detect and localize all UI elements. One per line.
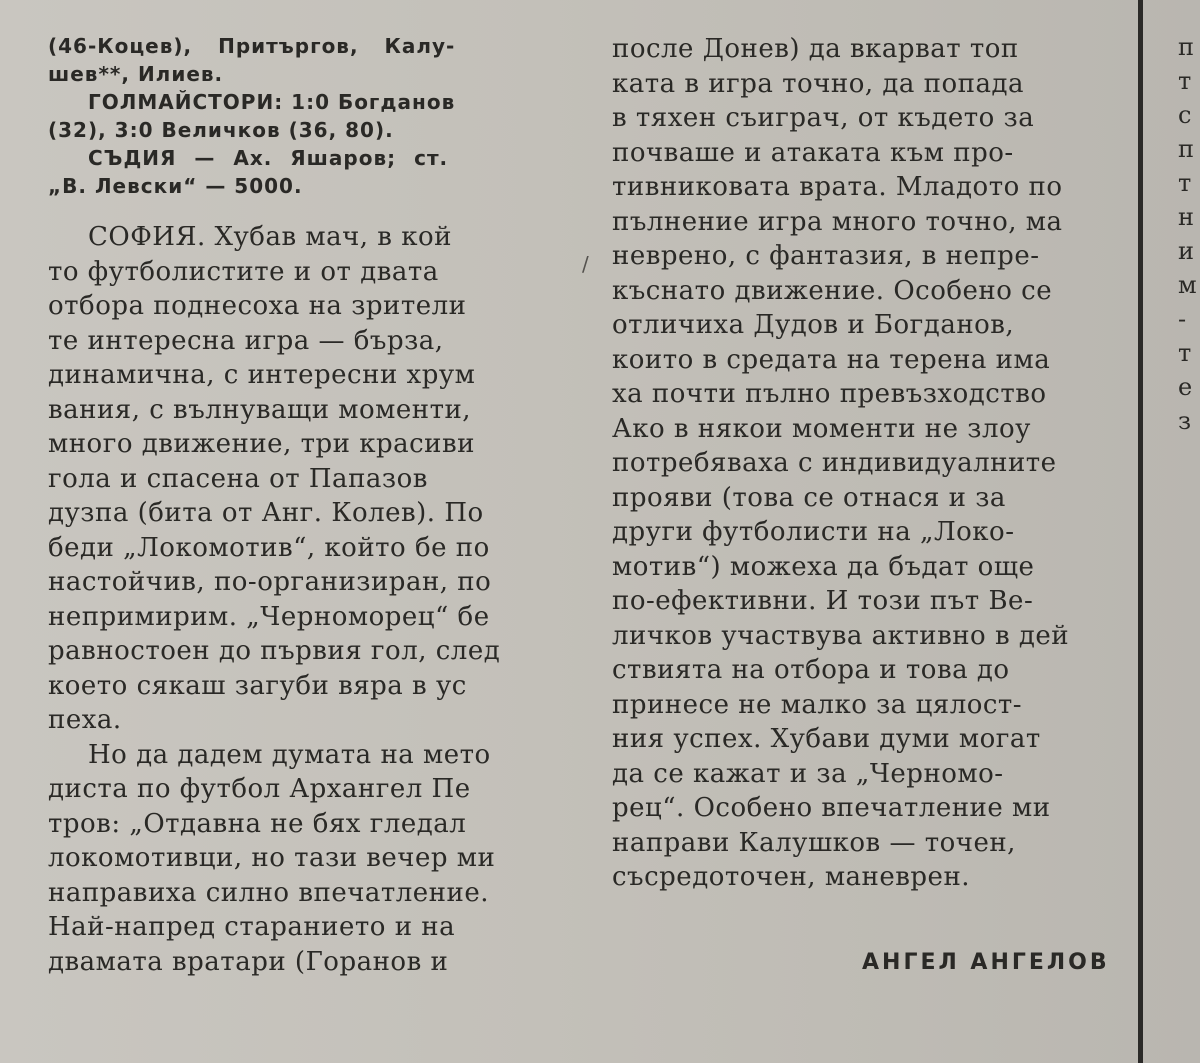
text-line: ния успех. Хубави думи могат (612, 724, 1041, 754)
text-line: прояви (това се отнася и за (612, 482, 1006, 513)
text-line: което сякаш загуби вяра в ус (48, 670, 467, 701)
text-line: да се кажат и за „Черномо- (612, 758, 1004, 789)
edge-fragment: с (1178, 101, 1192, 129)
text-line: отличиха Дудов и Богданов, (612, 310, 1015, 340)
edge-fragment: и (1178, 237, 1195, 265)
text-line: по-ефективни. И този път Ве- (612, 586, 1034, 616)
ink-mark: / (582, 252, 589, 276)
text-line: ствията на отбора и това до (612, 655, 1010, 685)
text-line: съсредоточен, маневрен. (612, 862, 971, 892)
stadium-line: „В. Левски“ — 5000. (48, 174, 303, 198)
text-line: пеха. (48, 705, 122, 735)
text-line: направи Калушков — точен, (612, 827, 1016, 858)
text-line: Но да дадем думата на мето (88, 739, 491, 770)
text-line: тров: „Отдавна не бях гледал (48, 808, 467, 839)
text-line: ката в игра точно, да попада (612, 68, 1024, 99)
text-line: личков участвува активно в дей (612, 620, 1070, 651)
scorers-line: ГОЛМАЙСТОРИ: 1:0 Богданов (88, 90, 456, 114)
info-line: шев**, Илиев. (48, 62, 224, 86)
edge-fragment: е (1178, 373, 1193, 401)
edge-fragment: п (1178, 33, 1195, 61)
text-line: други футболисти на „Локо- (612, 517, 1015, 547)
text-line: в тяхен съиграч, от където за (612, 103, 1035, 133)
text-line: беди „Локомотив“, който бе по (48, 532, 490, 563)
text-line: ха почти пълно превъзходство (612, 379, 1047, 409)
info-line: (32), 3:0 Величков (36, 80). (48, 118, 394, 142)
text-line: локомотивци, но тази вечер ми (48, 843, 496, 873)
info-line: (46-Коцев), Притъргов, Калу- (48, 34, 456, 58)
text-line: непримирим. „Черноморец“ бе (48, 601, 490, 632)
edge-fragment: м (1178, 271, 1198, 299)
text-line: потребяваха с индивидуалните (612, 448, 1057, 478)
text-line: равностоен до първия гол, след (48, 636, 501, 666)
edge-fragment: з (1178, 407, 1192, 435)
middle-column (612, 32, 1147, 895)
edge-fragment: н (1178, 203, 1195, 231)
edge-fragment: п (1178, 135, 1195, 163)
match-info-block (48, 32, 568, 200)
text-line: динамична, с интересни хрум (48, 360, 476, 390)
edge-fragment: т (1178, 67, 1192, 95)
article-text-left (48, 220, 568, 979)
text-line: двамата вратари (Горанов и (48, 946, 449, 977)
spacer (48, 200, 568, 220)
text-line: вания, с вълнуващи моменти, (48, 394, 472, 425)
text-line: отбора поднесоха на зрители (48, 291, 467, 321)
column-divider (1138, 0, 1143, 1063)
text-line: после Донев) да вкарват топ (612, 34, 1019, 64)
text-line: гола и спасена от Папазов (48, 463, 428, 494)
text-line: направиха силно впечатление. (48, 877, 489, 908)
text-line: къснато движение. Особено се (612, 275, 1053, 306)
text-line: то футболистите и от двата (48, 256, 439, 287)
text-line: почваше и атаката към про- (612, 137, 1014, 168)
left-column (48, 32, 568, 979)
text-line: тивниковата врата. Младото по (612, 172, 1063, 202)
next-column-fragment (1178, 30, 1200, 438)
edge-fragment: - (1178, 305, 1187, 333)
text-line: неврено, с фантазия, в непре- (612, 241, 1040, 271)
text-line: СОФИЯ. Хубав мач, в кой (88, 222, 452, 252)
text-line: Ако в някои моменти не злоу (612, 413, 1031, 444)
text-line: те интересна игра — бърза, (48, 325, 444, 356)
text-line: Най-напред старанието и на (48, 912, 456, 942)
text-line: рец“. Особено впечатление ми (612, 793, 1051, 823)
edge-fragment: т (1178, 339, 1192, 367)
text-line: които в средата на терена има (612, 344, 1051, 375)
text-line: много движение, три красиви (48, 429, 475, 459)
text-line: принесе не малко за цялост- (612, 689, 1023, 720)
text-line: настойчив, по-организиран, по (48, 567, 492, 597)
author-byline: АНГЕЛ АНГЕЛОВ (862, 950, 1110, 975)
edge-fragment: т (1178, 169, 1192, 197)
text-line: мотив“) можеха да бъдат още (612, 551, 1035, 582)
referee-line: СЪДИЯ — Ах. Яшаров; ст. (88, 146, 449, 170)
text-line: диста по футбол Архангел Пе (48, 774, 471, 804)
text-line: дузпа (бита от Анг. Колев). По (48, 498, 484, 528)
text-line: пълнение игра много точно, ма (612, 206, 1063, 237)
